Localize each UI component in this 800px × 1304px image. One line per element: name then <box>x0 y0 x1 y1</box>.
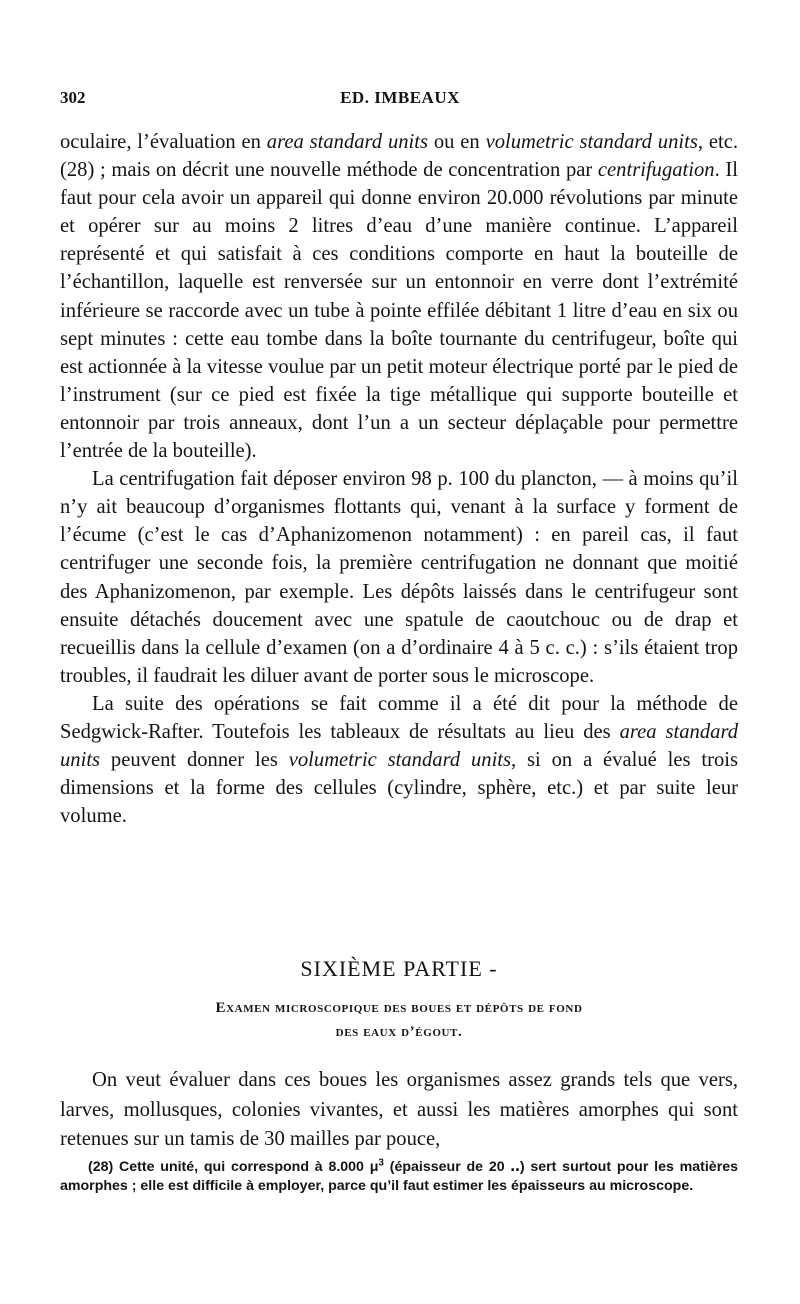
text-run: volumetric standard units <box>485 131 698 153</box>
running-head: ED. IMBEAUX <box>340 88 460 107</box>
footnote-text: (28) Cette unité, qui correspond à 8.000 $\mu^3$ (épaisseur de 20 ‥) sert surtout pour les matières amorphes ; elle est difficile à employer, parce qu’il faut estimer les épaisseurs au microscope. <box>60 1157 738 1194</box>
section-title: SIXIÈME PARTIE - <box>300 956 498 981</box>
text-run: , si on a évalué les trois dimensions et la forme des cellules (cylindre, sphère, etc.) et par suite leur volume. <box>60 749 738 828</box>
paragraph-1 <box>60 128 738 465</box>
section-paragraph: On veut évaluer dans ces boues les organismes assez grands tels que vers, larves, mollusques, colonies vivantes, et aussi les matières amorphes qui sont retenues sur un tamis de 30 mailles par pouce, <box>60 1069 738 1150</box>
text-run: La centrifugation fait déposer environ 98 p. 100 du plancton, — à moins qu’il n’y ait beaucoup d’organismes flottants qui, venant à la surface y forment de l’écume (c’est le cas d’Aphanizomenon notamment) : en pareil cas, il faut centrifuger une seconde fois, la première centrifugation ne donnant que moitié des Aphanizomenon, par exemple. Les dépôts laissés dans le centrifugeur sont ensuite détachés doucement avec une spatule de caoutchouc ou de drap et recueillis dans la cellule d’examen (on a d’ordinaire 4 à 5 c. c.) : s’ils étaient trop troubles, il faudrait les diluer avant de porter sous le microscope. <box>60 468 738 687</box>
footnote-superscript: 3 <box>378 1157 384 1169</box>
section-body <box>60 1066 738 1155</box>
paragraph-3 <box>60 690 738 830</box>
text-run: La suite des opérations se fait comme il a été dit pour la méthode de Sedgwick-Rafter. Toutefois les tableaux de résultats au lieu des <box>60 692 738 743</box>
footnote <box>60 1158 738 1195</box>
text-run: area standard units <box>60 720 738 772</box>
text-run: oculaire, l’évaluation en <box>60 131 267 153</box>
text-run: . Il faut pour cela avoir un appareil qui donne environ 20.000 révolutions par minute et opérer sur au moins 2 litres d’eau d’une manière continue. L’appareil représenté et qui satisfait à ces conditions comporte en haut la bouteille de l’échantillon, laquelle est renversée sur un entonnoir en verre dont l’extrémité inférieure se raccorde avec un tube à pointe effilée débitant 1 litre d’eau en six ou sept minutes : cette eau tombe dans la boîte tournante du centrifugeur, boîte qui est actionnée à la vitesse voulue par un petit moteur électrique porté par le pied de l’instrument (sur ce pied est fixée la tige métallique qui supporte bouteille et entonnoir par trois anneaux, dont l’un a un secteur déplaçable pour permettre l’entrée de la bouteille). <box>60 159 738 463</box>
text-run: volumetric standard units <box>288 749 512 772</box>
text-run: ou en <box>428 131 486 153</box>
text-run: peuvent donner les <box>100 749 289 772</box>
body-text <box>60 128 738 830</box>
paragraph-2 <box>60 465 738 690</box>
section-subtitle-line-2: des eaux d’égout. <box>335 1024 463 1040</box>
text-run: area standard units <box>266 131 428 153</box>
text-run: , etc. (28) ; mais on décrit une nouvelle méthode de concentration par <box>60 131 739 182</box>
page-number: 302 <box>60 88 86 107</box>
text-run: centrifugation <box>597 159 715 182</box>
section-subtitle-line-1: Examen microscopique des boues et dépôts de fond <box>215 1000 583 1016</box>
page-header <box>60 88 740 114</box>
